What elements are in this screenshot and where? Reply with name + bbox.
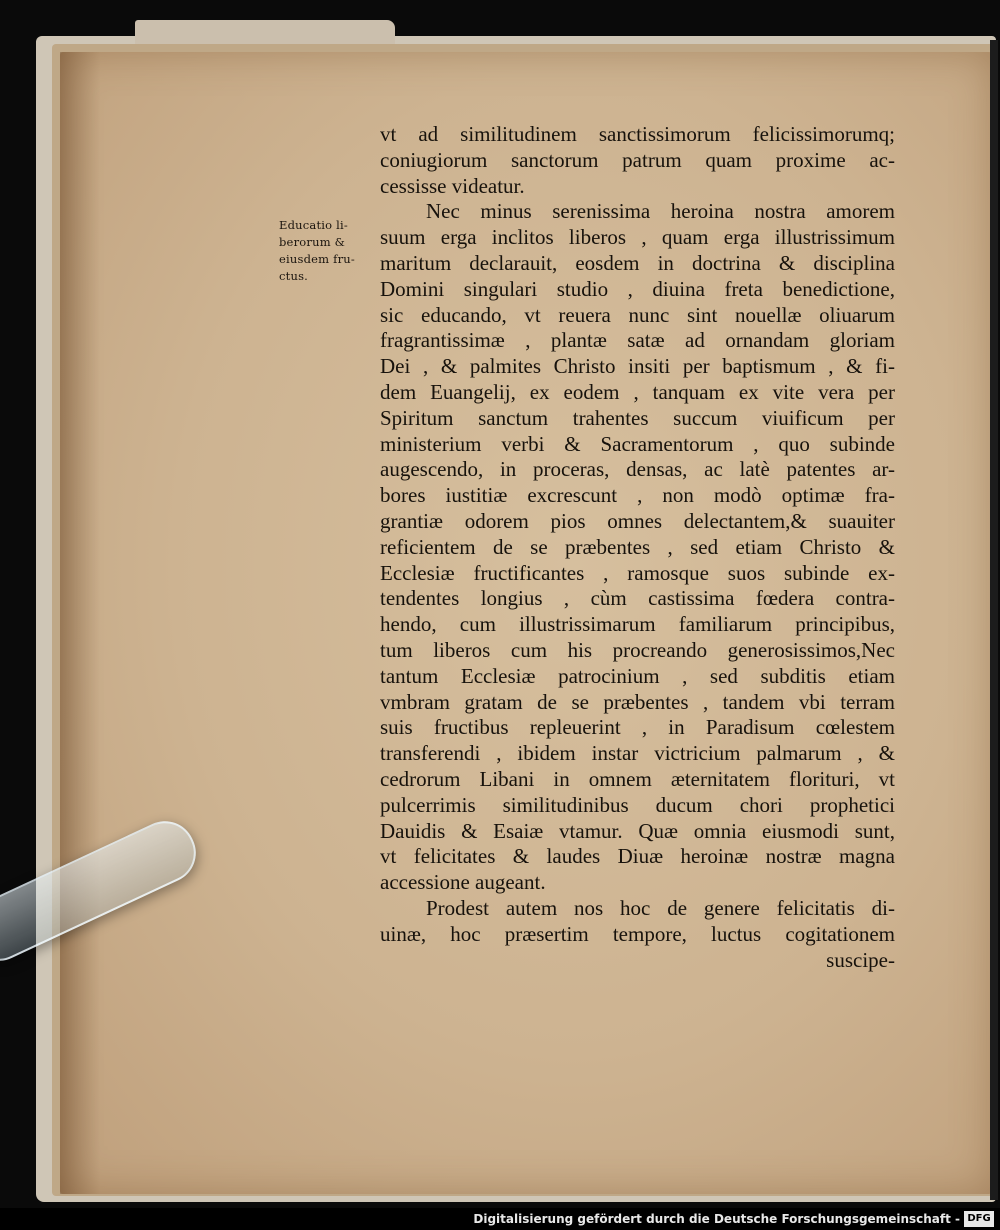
text-line: tum liberos cum his procreando generosissimos,Nec xyxy=(380,637,895,662)
page-gutter-shadow xyxy=(60,52,100,1194)
text-line: ministerium verbi & Sacramentorum , quo subinde xyxy=(380,431,895,456)
margin-note-line: berorum & xyxy=(279,235,346,249)
text-line: vmbram gratam de se præbentes , tandem vbi terram xyxy=(380,689,895,714)
catchword: suscipe- xyxy=(826,947,895,972)
text-line: maritum declarauit, eosdem in doctrina & disciplina xyxy=(380,250,895,275)
margin-note xyxy=(279,217,379,285)
text-line: reficientem de se præbentes , sed etiam Christo & xyxy=(380,534,895,559)
text-line: bores iustitiæ excrescunt , non modò optimæ fra- xyxy=(380,483,895,508)
text-line: Prodest autem nos hoc de genere felicitatis di- xyxy=(426,895,895,920)
text-line: Spiritum sanctum trahentes succum viuificum per xyxy=(380,405,895,430)
text-line: cessisse videatur. xyxy=(380,173,525,198)
text-line: vt ad similitudinem sanctissimorum felicissimorumq; xyxy=(380,122,895,146)
margin-note-line: eiusdem fru- xyxy=(279,252,355,266)
text-line: dem Euangelij, ex eodem , tanquam ex vite vera per xyxy=(380,379,895,404)
text-line: Ecclesiæ fructificantes , ramosque suos subinde ex- xyxy=(380,560,895,585)
text-line: Dauidis & Esaiæ vtamur. Quæ omnia eiusmodi sunt, xyxy=(380,818,895,843)
text-line: Domini singulari studio , diuina freta benedictione, xyxy=(380,276,895,301)
dfg-logo: DFG xyxy=(964,1211,994,1227)
text-line: pulcerrimis similitudinibus ducum chori prophetici xyxy=(380,792,895,817)
torn-page-flap xyxy=(135,20,395,46)
text-line: suum erga inclitos liberos , quam erga illustrissimum xyxy=(380,225,895,250)
footer-bar xyxy=(0,1208,1000,1230)
text-line: uinæ, hoc præsertim tempore, luctus cogitationem xyxy=(380,921,895,946)
text-line: accessione augeant. xyxy=(380,870,546,895)
text-line: hendo, cum illustrissimarum familiarum principibus, xyxy=(380,612,895,637)
text-line: sic educando, vt reuera nunc sint nouellæ oliuarum xyxy=(380,302,895,327)
body-text xyxy=(380,122,895,973)
margin-note-line: ctus. xyxy=(279,269,309,283)
text-line: Dei , & palmites Christo insiti per baptismum , & fi- xyxy=(380,354,895,379)
margin-note-line: Educatio li- xyxy=(279,218,348,232)
text-line: augescendo, in proceras, densas, ac latè patentes ar- xyxy=(380,457,895,482)
text-line: grantiæ odorem pios omnes delectantem,& suauiter xyxy=(380,508,895,533)
text-line: tendentes longius , cùm castissima fœdera contra- xyxy=(380,586,895,611)
text-line: vt felicitates & laudes Diuæ heroinæ nostræ magna xyxy=(380,844,895,869)
text-line: Nec minus serenissima heroina nostra amorem xyxy=(426,199,895,224)
text-line: tantum Ecclesiæ patrocinium , sed subditis etiam xyxy=(380,663,895,688)
text-line: fragrantissimæ , plantæ satæ ad ornandam gloriam xyxy=(380,328,895,353)
scan-edge xyxy=(990,40,998,1200)
footer-credit: Digitalisierung gefördert durch die Deutsche Forschungsgemeinschaft - xyxy=(473,1212,960,1226)
text-line: coniugiorum sanctorum patrum quam proxime ac- xyxy=(380,147,895,172)
text-line: suis fructibus repleuerint , in Paradisum cœlestem xyxy=(380,715,895,740)
text-line: cedrorum Libani in omnem æternitatem florituri, vt xyxy=(380,766,895,791)
text-line: transferendi , ibidem instar victricium palmarum , & xyxy=(380,741,895,766)
